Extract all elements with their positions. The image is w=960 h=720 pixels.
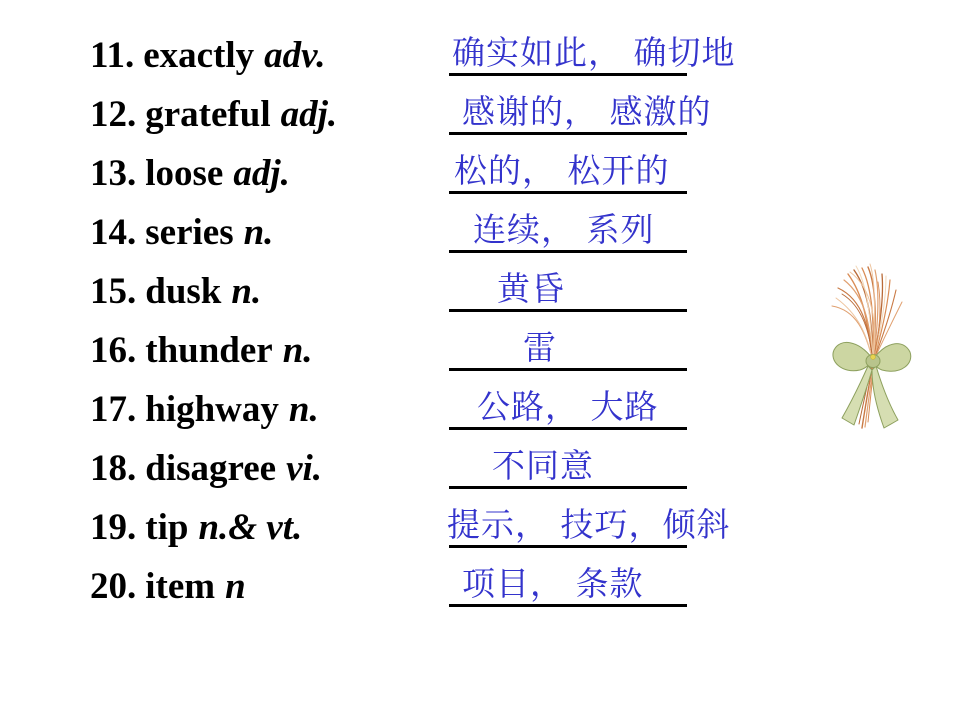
vocab-number: 13. <box>90 153 137 194</box>
vocab-row <box>0 311 960 371</box>
vocab-row <box>0 252 960 312</box>
vocab-pos: n. <box>282 330 313 371</box>
vocab-translation: 确实如此， 确切地 <box>452 33 736 72</box>
vocab-row <box>0 429 960 489</box>
vocab-english <box>90 214 273 251</box>
vocab-row <box>0 134 960 194</box>
vocab-english <box>90 37 325 74</box>
vocab-translation: 雷 <box>523 328 557 367</box>
vocab-word: thunder <box>145 330 273 371</box>
vocab-translation: 松的， 松开的 <box>454 151 670 190</box>
vocab-pos: n <box>225 566 246 607</box>
vocab-english <box>90 155 290 192</box>
vocab-translation: 不同意 <box>492 446 594 485</box>
vocab-pos: adj. <box>233 153 290 194</box>
vocab-english <box>90 391 319 428</box>
vocab-row <box>0 75 960 135</box>
vocab-word: tip <box>145 507 189 548</box>
vocab-number: 12. <box>90 94 137 135</box>
vocab-pos: n.& vt. <box>198 507 303 548</box>
vocab-translation: 黄昏 <box>497 269 565 308</box>
vocab-number: 19. <box>90 507 137 548</box>
vocab-number: 16. <box>90 330 137 371</box>
vocab-pos: vi. <box>286 448 323 489</box>
vocab-word: dusk <box>145 271 222 312</box>
vocab-translation: 提示， 技巧，倾斜 <box>447 505 731 544</box>
answer-underline <box>449 604 687 607</box>
vocab-number: 14. <box>90 212 137 253</box>
vocab-translation: 连续， 系列 <box>473 210 655 249</box>
dried-grass-bouquet-image <box>820 262 915 442</box>
vocab-english <box>90 332 313 369</box>
vocab-row <box>0 488 960 548</box>
vocab-row <box>0 16 960 76</box>
vocab-row <box>0 370 960 430</box>
vocab-word: highway <box>145 389 279 430</box>
vocab-row <box>0 193 960 253</box>
vocab-number: 11. <box>90 35 135 76</box>
vocab-word: item <box>145 566 216 607</box>
vocab-english <box>90 96 337 133</box>
vocab-pos: adv. <box>264 35 326 76</box>
vocab-word: grateful <box>145 94 271 135</box>
vocab-number: 15. <box>90 271 137 312</box>
vocab-pos: n. <box>243 212 274 253</box>
vocab-number: 20. <box>90 566 137 607</box>
vocab-word: series <box>145 212 234 253</box>
vocab-word: loose <box>145 153 224 194</box>
vocab-number: 17. <box>90 389 137 430</box>
vocab-english <box>90 450 322 487</box>
bow-pearl <box>871 355 876 360</box>
vocab-english <box>90 509 302 546</box>
vocab-translation: 项目， 条款 <box>462 564 644 603</box>
vocab-pos: n. <box>288 389 319 430</box>
vocab-row <box>0 547 960 607</box>
vocab-english <box>90 273 261 310</box>
vocab-word: disagree <box>145 448 277 489</box>
vocab-translation: 公路， 大路 <box>477 387 659 426</box>
vocab-english <box>90 568 246 605</box>
bow-right-tail <box>872 366 898 428</box>
vocab-number: 18. <box>90 448 137 489</box>
vocab-translation: 感谢的， 感激的 <box>462 92 712 131</box>
vocab-word: exactly <box>143 35 255 76</box>
vocab-pos: n. <box>231 271 262 312</box>
bow-left-loop <box>833 342 872 370</box>
vocab-pos: adj. <box>280 94 338 135</box>
